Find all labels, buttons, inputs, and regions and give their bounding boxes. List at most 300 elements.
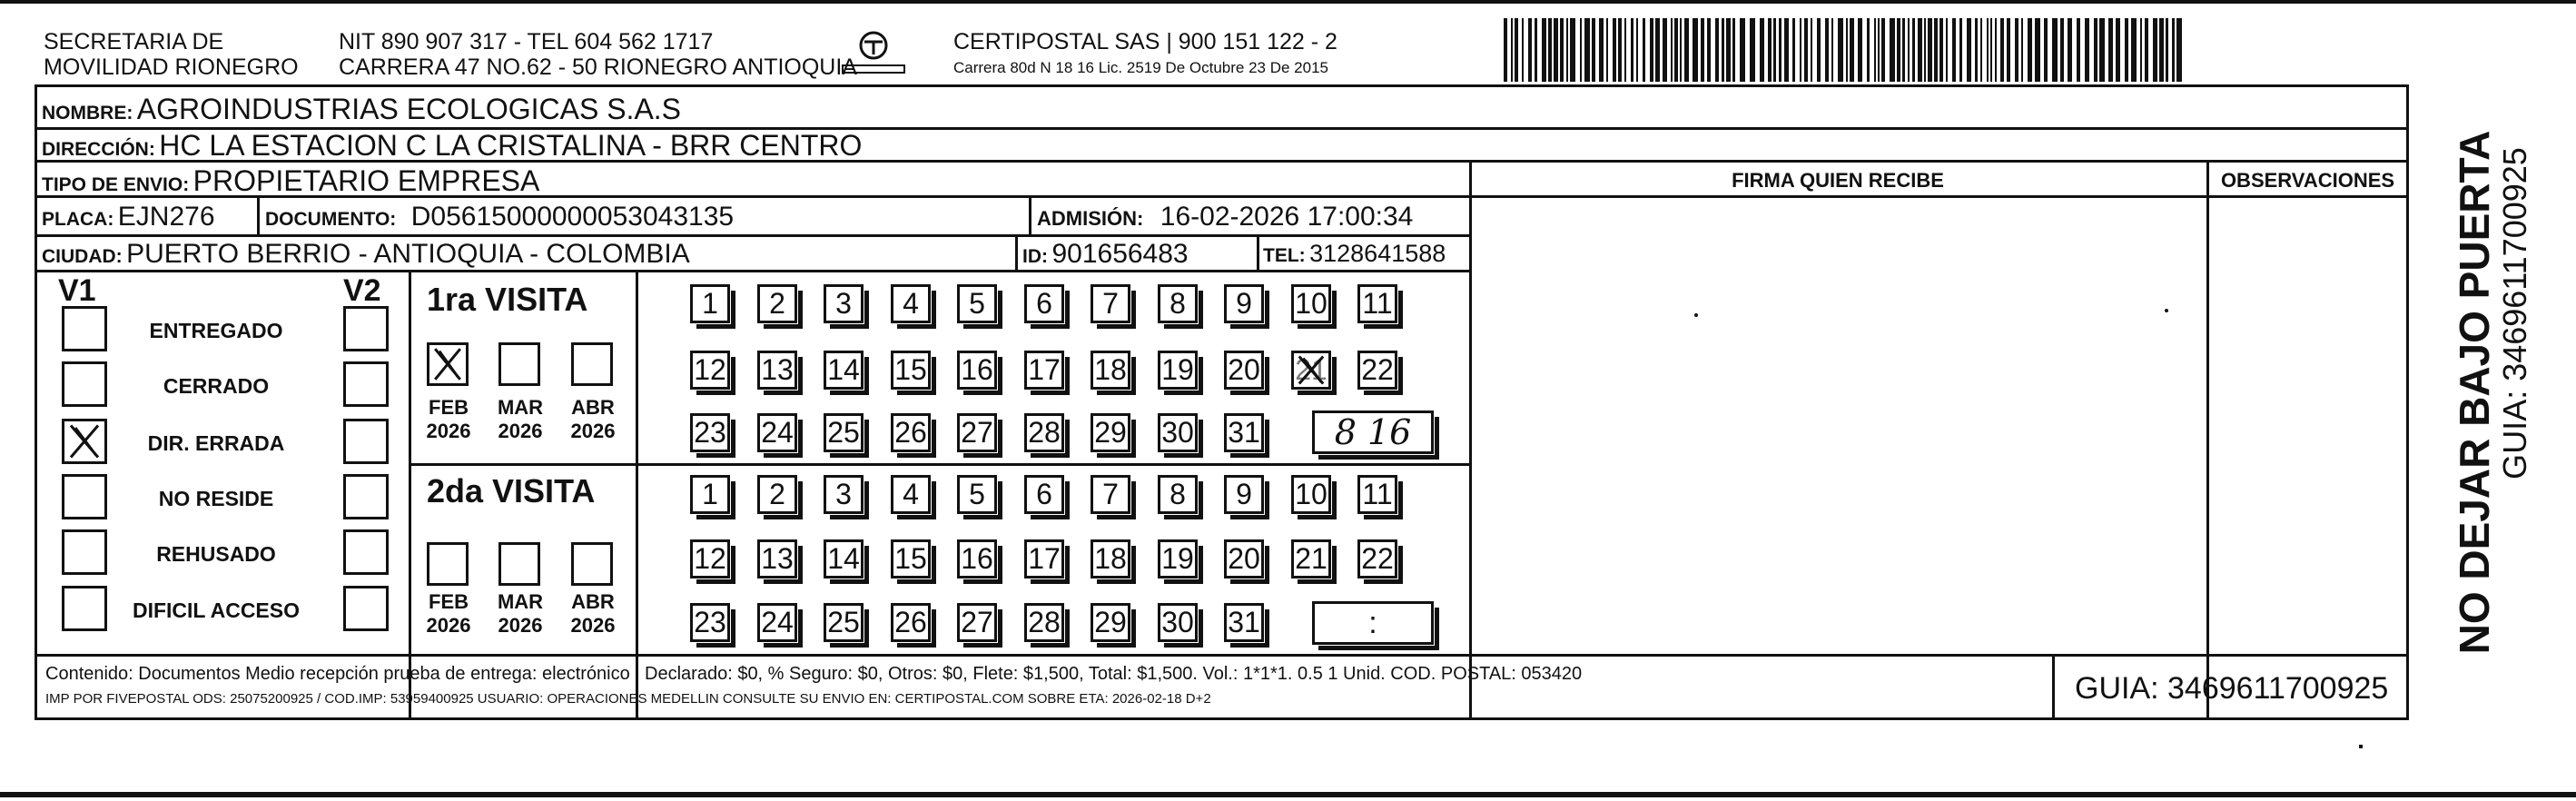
visit2-day-number: 21 [1295, 542, 1327, 575]
visit1-month-label: MAR [497, 396, 544, 419]
visit1-day-box[interactable] [690, 351, 730, 390]
visit2-month-label: FEB [429, 590, 469, 613]
visit1-day-box[interactable] [690, 284, 730, 323]
visit2-day-box[interactable] [1091, 539, 1130, 578]
visit2-day-box[interactable] [690, 603, 730, 642]
visit1-day-box[interactable] [1158, 351, 1198, 390]
visit2-day-number: 6 [1036, 478, 1052, 510]
visit2-day-box[interactable] [1291, 475, 1331, 514]
visit2-day-number: 12 [694, 542, 726, 575]
visit2-day-box[interactable] [957, 475, 997, 514]
status-label: NO RESIDE [158, 487, 274, 510]
visit2-day-box[interactable] [1024, 603, 1064, 642]
nombre-row [42, 94, 681, 124]
visit1-day-box[interactable] [1291, 284, 1331, 323]
barcode-bar [1554, 18, 1558, 82]
visit2-day-number: 7 [1102, 478, 1119, 510]
table-right-rule [2406, 84, 2409, 720]
barcode-bar [1773, 18, 1776, 82]
ciudad-cell [42, 241, 690, 268]
visit2-year-label: 2026 [498, 614, 543, 637]
visit2-day-box[interactable] [1357, 539, 1397, 578]
barcode-bar [1838, 18, 1843, 82]
barcode-bar [1760, 18, 1764, 82]
barcode-bar [1618, 18, 1622, 82]
barcode-bar [1515, 18, 1518, 82]
direccion-label: DIRECCIÓN: [42, 139, 155, 160]
visit1-day-box[interactable] [891, 284, 931, 323]
visit2-day-box[interactable] [757, 603, 797, 642]
visit2-day-box[interactable] [1158, 603, 1198, 642]
visit1-day-number: 8 [1170, 287, 1186, 320]
col-rule-tel [1257, 237, 1259, 270]
visit2-day-number: 27 [961, 606, 993, 638]
status-label: DIR. ERRADA [147, 431, 285, 455]
barcode-bar [1768, 18, 1772, 82]
visit1-day-box[interactable] [824, 284, 864, 323]
visit1-day-box[interactable] [891, 413, 931, 452]
visit2-time-value: : [1368, 605, 1377, 640]
row-rule-4 [35, 234, 1469, 237]
barcode-bar [2068, 18, 2072, 82]
barcode-bar [2131, 18, 2137, 82]
top-edge [0, 0, 2576, 4]
ciudad-label: CIUDAD: [42, 246, 123, 267]
visit2-day-box[interactable] [1024, 475, 1064, 514]
col-rule-obs-left [2206, 160, 2209, 720]
visit1-day-box[interactable] [1357, 284, 1397, 323]
visit1-day-box[interactable] [824, 413, 864, 452]
visit2-year-label: 2026 [426, 614, 471, 637]
visit1-day-number: 13 [761, 353, 794, 386]
visit1-time-box[interactable] [1312, 410, 1434, 454]
visit2-day-box[interactable] [891, 475, 931, 514]
nit-line: NIT 890 907 317 - TEL 604 562 1717 [339, 29, 714, 54]
barcode-bar [2166, 18, 2168, 82]
visit2-day-box[interactable] [1158, 475, 1198, 514]
visit2-day-number: 31 [1228, 606, 1260, 638]
barcode-bar [1924, 18, 1926, 82]
side-no-dejar: NO DEJAR BAJO PUERTA [2451, 130, 2498, 655]
visit1-day-number: 31 [1228, 416, 1260, 449]
visit1-year-label: 2026 [426, 420, 471, 442]
visit1-day-number: 7 [1102, 287, 1119, 320]
placa-value: EJN276 [117, 202, 215, 232]
visit2-day-box[interactable] [891, 603, 931, 642]
visit2-month-box[interactable] [498, 542, 540, 586]
col-rule-admision [1029, 198, 1031, 234]
barcode-bar [1912, 18, 1915, 82]
visit1-day-box[interactable] [1024, 284, 1064, 323]
visit2-year-label: 2026 [570, 614, 616, 637]
col-rule-guia [2052, 657, 2055, 717]
visit1-day-box[interactable] [1224, 284, 1264, 323]
visit1-day-box[interactable] [891, 351, 931, 390]
visit1-day-number: 14 [827, 353, 860, 386]
id-value: 901656483 [1051, 239, 1189, 269]
barcode-bar [1987, 18, 1989, 82]
address-line: CARRERA 47 NO.62 - 50 RIONEGRO ANTIOQUIA [339, 54, 857, 80]
visit1-day-box[interactable] [690, 413, 730, 452]
visit2-day-box[interactable] [757, 539, 797, 578]
v1-checkmark [62, 419, 107, 464]
visit2-day-box[interactable] [1091, 603, 1130, 642]
visit1-day-number: 29 [1094, 416, 1127, 449]
visit2-day-number: 2 [769, 478, 785, 510]
visit2-day-number: 14 [827, 542, 860, 575]
visit2-day-box[interactable] [1224, 539, 1264, 578]
barcode-bar [1522, 18, 1524, 82]
barcode-bar [1850, 18, 1854, 82]
barcode-bar [1811, 18, 1812, 82]
visit2-month-label: ABR [571, 590, 615, 613]
barcode-bar [1740, 18, 1745, 82]
placa-label: PLACA: [42, 209, 114, 230]
tipo-value: PROPIETARIO EMPRESA [192, 164, 540, 197]
documento-label: DOCUMENTO: [265, 209, 397, 230]
visit2-time-box[interactable] [1312, 601, 1434, 645]
visit2-day-number: 26 [894, 606, 927, 638]
barcode-bar [2140, 18, 2142, 82]
barcode-bar [2099, 18, 2105, 82]
visit2-day-number: 8 [1170, 478, 1186, 510]
barcode-bar [1548, 18, 1552, 82]
visit2-day-box[interactable] [690, 539, 730, 578]
barcode-bar [1528, 18, 1532, 82]
table-top-rule [35, 84, 2406, 87]
barcode-bar [2145, 18, 2148, 82]
barcode-bar [2044, 18, 2048, 82]
admision-value: 16-02-2026 17:00:34 [1160, 202, 1414, 232]
right-header-rule [1469, 195, 2406, 198]
certipostal-line1: CERTIPOSTAL SAS | 900 151 122 - 2 [953, 29, 1337, 54]
barcode-bar [1939, 18, 1943, 82]
visit1-day-box[interactable] [1091, 351, 1130, 390]
visit1-day-number: 10 [1295, 287, 1327, 320]
barcode-bar [1624, 18, 1626, 82]
placa-cell [42, 203, 215, 231]
barcode-bar [1693, 18, 1698, 82]
visit1-day-box[interactable] [1024, 351, 1064, 390]
visit1-day-number: 23 [694, 416, 726, 449]
barcode-bar [1946, 18, 1948, 82]
barcode-bar [1800, 18, 1801, 82]
col-rule-status [409, 270, 411, 717]
barcode-bar [1831, 18, 1833, 82]
visit1-day-box[interactable] [1024, 413, 1064, 452]
visit1-day-number: 4 [903, 287, 919, 320]
barcode-bar [1715, 18, 1719, 82]
visit2-day-box[interactable] [1158, 539, 1198, 578]
barcode-bar [2021, 18, 2023, 82]
sign-dot [2165, 309, 2168, 312]
visit2-day-number: 18 [1094, 542, 1127, 575]
visit1-time-value: 8 16 [1334, 412, 1412, 452]
barcode-bar [1967, 18, 1971, 82]
barcode-bar [1684, 18, 1689, 82]
barcode-bar [2015, 18, 2018, 82]
barcode-bar [1707, 18, 1711, 82]
visit2-day-box[interactable] [957, 539, 997, 578]
barcode-bar [1663, 18, 1667, 82]
barcode-bar [1671, 18, 1673, 82]
v2-label: V2 [343, 273, 381, 308]
barcode-bar [1570, 18, 1575, 82]
barcode-bar [1990, 18, 1992, 82]
barcode-bar [1584, 18, 1590, 82]
firma-header: FIRMA QUIEN RECIBE [1732, 169, 1944, 192]
barcode-bar [2094, 18, 2097, 82]
visit2-day-box[interactable] [1224, 475, 1264, 514]
barcode-bar [2125, 18, 2128, 82]
barcode-bar [2060, 18, 2064, 82]
barcode-bar [1680, 18, 1682, 82]
visit1-day-number: 24 [761, 416, 794, 449]
barcode-bar [2007, 18, 2010, 82]
barcode-bar [1890, 18, 1895, 82]
ciudad-value: PUERTO BERRIO - ANTIOQUIA - COLOMBIA [126, 239, 690, 269]
barcode-bar [1846, 18, 1848, 82]
visit2-day-box[interactable] [957, 603, 997, 642]
visit1-day-number: 17 [1028, 353, 1061, 386]
visit2-day-number: 28 [1028, 606, 1061, 638]
barcode-bar [1867, 18, 1870, 82]
barcode-bar [2028, 18, 2032, 82]
visit1-month-mark [427, 342, 469, 386]
barcode-bar [2116, 18, 2120, 82]
id-label: ID: [1022, 246, 1048, 267]
visit-divider [409, 463, 1469, 466]
barcode-bar [1959, 18, 1962, 82]
visit1-day-number: 16 [961, 353, 993, 386]
visit2-day-box[interactable] [1024, 539, 1064, 578]
visit2-title: 2da VISITA [427, 472, 596, 509]
barcode-bar [1504, 18, 1507, 82]
visit2-day-number: 11 [1362, 478, 1393, 510]
visit1-day-number: 25 [827, 416, 860, 449]
barcode-bar [1881, 18, 1885, 82]
visit1-day-number: 30 [1161, 416, 1194, 449]
observaciones-header: OBSERVACIONES [2220, 169, 2395, 192]
visit1-day-number: 9 [1236, 287, 1252, 320]
barcode [1504, 18, 2179, 82]
visit1-day-box[interactable] [957, 413, 997, 452]
footer-rule [35, 654, 2406, 657]
barcode-bar [1825, 18, 1829, 82]
barcode-bar [2035, 18, 2040, 82]
barcode-bar [1980, 18, 1982, 82]
tel-label: TEL: [1263, 245, 1306, 266]
visit1-month-box[interactable] [571, 342, 613, 386]
barcode-bar [1592, 18, 1595, 82]
visit1-day-box[interactable] [957, 351, 997, 390]
visit1-day-number: 2 [769, 287, 785, 320]
barcode-bar [1580, 18, 1582, 82]
visit2-day-number: 24 [761, 606, 794, 638]
visit1-day-number: 12 [694, 353, 726, 386]
barcode-bar [1722, 18, 1724, 82]
visit2-day-box[interactable] [1091, 475, 1130, 514]
visit2-month-box[interactable] [427, 542, 469, 586]
visit2-day-box[interactable] [1291, 539, 1331, 578]
barcode-bar [1928, 18, 1932, 82]
direccion-row [42, 131, 862, 160]
visit1-day-number: 5 [969, 287, 985, 320]
footer-contenido: Contenido: Documentos Medio recepción prueba de entrega: electrónico | Declarado: $0, % Seguro: $0, Otros: $0, Flete: $1,500, Total: $1,500. Vol.: 1*1*1. 0.5 1 Unid. COD. POSTAL: 053420 [45, 664, 1583, 684]
col-rule-id [1015, 237, 1018, 270]
barcode-bar [1902, 18, 1905, 82]
barcode-bar [1511, 18, 1513, 82]
visit2-day-number: 5 [969, 478, 985, 510]
barcode-bar [2000, 18, 2004, 82]
visit1-day-number: 21 [1295, 353, 1327, 386]
barcode-bar [1858, 18, 1862, 82]
visit1-year-label: 2026 [570, 420, 616, 442]
visit2-day-number: 17 [1028, 542, 1061, 575]
visit1-day-box[interactable] [957, 284, 997, 323]
visit1-day-box[interactable] [1091, 413, 1130, 452]
barcode-bar [2153, 18, 2157, 82]
barcode-bar [1560, 18, 1564, 82]
visit2-day-number: 19 [1161, 542, 1194, 575]
visit1-day-box[interactable] [757, 351, 797, 390]
status-label: ENTREGADO [149, 319, 283, 342]
barcode-bar [1643, 18, 1645, 82]
barcode-bar [2052, 18, 2058, 82]
col-rule-firma-left [1469, 160, 1472, 720]
visit1-day-box[interactable] [757, 284, 797, 323]
visit2-day-number: 20 [1228, 542, 1260, 575]
visit2-day-number: 16 [961, 542, 993, 575]
visit2-day-box[interactable] [690, 475, 730, 514]
visit2-day-box[interactable] [1224, 603, 1264, 642]
secretaria-line2: MOVILIDAD RIONEGRO [44, 54, 299, 80]
barcode-bar [1779, 18, 1781, 82]
barcode-bar [1750, 18, 1755, 82]
barcode-bar [1599, 18, 1604, 82]
footer-imp: IMP POR FIVEPOSTAL ODS: 25075200925 / COD.IMP: 53959400925 USUARIO: OPERACIONES MEDELLIN CONSULTE SU ENVIO EN: CERTIPOSTAL.COM SOBRE ETA: 2026-02-18 D+2 [45, 691, 1211, 707]
visit2-day-box[interactable] [891, 539, 931, 578]
visit1-day-box[interactable] [1091, 284, 1130, 323]
barcode-bar [1804, 18, 1808, 82]
barcode-bar [1631, 18, 1633, 82]
barcode-bar [1636, 18, 1638, 82]
visit1-day-number: 1 [702, 287, 718, 320]
visit1-day-box[interactable] [824, 351, 864, 390]
barcode-bar [1934, 18, 1938, 82]
documento-value: D05615000000053043135 [410, 202, 735, 232]
visit2-day-number: 1 [702, 478, 718, 510]
visit1-day-number: 27 [961, 416, 993, 449]
side-guia: GUIA: 3469611700925 [2496, 147, 2533, 480]
barcode-bar [1542, 18, 1546, 82]
barcode-bar [2077, 18, 2080, 82]
visit1-day-box[interactable] [1158, 284, 1198, 323]
visit1-day-box[interactable] [1158, 413, 1198, 452]
barcode-bar [1784, 18, 1789, 82]
table-bottom-rule [35, 717, 2409, 720]
barcode-bar [2085, 18, 2089, 82]
visit2-day-number: 30 [1161, 606, 1194, 638]
tipo-row [42, 166, 539, 195]
nombre-label: NOMBRE: [42, 103, 133, 124]
visit2-day-number: 9 [1236, 478, 1252, 510]
visit2-day-box[interactable] [824, 603, 864, 642]
nombre-value: AGROINDUSTRIAS ECOLOGICAS S.A.S [136, 93, 682, 125]
visit2-day-box[interactable] [824, 475, 864, 514]
visit1-day-number: 3 [835, 287, 852, 320]
barcode-bar [1817, 18, 1821, 82]
visit2-day-number: 3 [835, 478, 852, 510]
admision-cell [1037, 203, 1413, 231]
visit1-month-box[interactable] [498, 342, 540, 386]
col-rule-calendar [636, 270, 638, 717]
visit2-day-number: 25 [827, 606, 860, 638]
visit1-day-number: 15 [894, 353, 927, 386]
visit1-day-number: 19 [1161, 353, 1194, 386]
barcode-bar [1792, 18, 1795, 82]
visit1-month-label: ABR [571, 396, 615, 419]
certipostal-logo-icon [837, 27, 910, 78]
barcode-bar [1566, 18, 1568, 82]
visit1-day-box[interactable] [1357, 351, 1397, 390]
table-left-rule [35, 84, 37, 720]
barcode-bar [1908, 18, 1910, 82]
direccion-value: HC LA ESTACION C LA CRISTALINA - BRR CENTRO [159, 129, 863, 162]
barcode-bar [2176, 18, 2182, 82]
visit1-day-box[interactable] [757, 413, 797, 452]
barcode-bar [1674, 18, 1678, 82]
visit2-month-label: MAR [497, 590, 544, 613]
visit1-day-number: 28 [1028, 416, 1061, 449]
documento-cell [265, 203, 734, 231]
visit2-month-box[interactable] [571, 542, 613, 586]
secretaria-line1: SECRETARIA DE [44, 29, 224, 54]
guia-box: GUIA: 3469611700925 [2075, 671, 2389, 706]
barcode-bar [1650, 18, 1653, 82]
barcode-bar [1726, 18, 1731, 82]
visit2-day-box[interactable] [757, 475, 797, 514]
barcode-bar [1897, 18, 1900, 82]
sign-dot [1694, 313, 1698, 317]
visit2-day-number: 23 [694, 606, 726, 638]
v1-label: V1 [58, 273, 96, 308]
visit1-day-number: 6 [1036, 287, 1052, 320]
visit2-day-number: 15 [894, 542, 927, 575]
visit1-day-number: 20 [1228, 353, 1260, 386]
visit1-day-box[interactable] [1224, 351, 1264, 390]
certipostal-line2: Carrera 80d N 18 16 Lic. 2519 De Octubre 23 De 2015 [953, 59, 1328, 76]
visit1-day-number: 26 [894, 416, 927, 449]
barcode-bar [1613, 18, 1616, 82]
col-rule-placa [257, 198, 260, 234]
visit2-day-box[interactable] [1357, 475, 1397, 514]
barcode-bar [1606, 18, 1608, 82]
visit2-day-number: 10 [1295, 478, 1327, 510]
visit2-day-number: 22 [1361, 542, 1394, 575]
tipo-label: TIPO DE ENVIO: [42, 174, 190, 195]
barcode-bar [2108, 18, 2113, 82]
visit2-day-box[interactable] [824, 539, 864, 578]
speck [2359, 745, 2363, 748]
barcode-bar [1878, 18, 1880, 82]
visit1-day-number: 22 [1361, 353, 1394, 386]
barcode-bar [1952, 18, 1956, 82]
visit2-day-number: 4 [903, 478, 919, 510]
admision-label: ADMISIÓN: [1037, 207, 1144, 230]
tel-cell [1263, 242, 1446, 266]
visit1-day-box[interactable] [1224, 413, 1264, 452]
